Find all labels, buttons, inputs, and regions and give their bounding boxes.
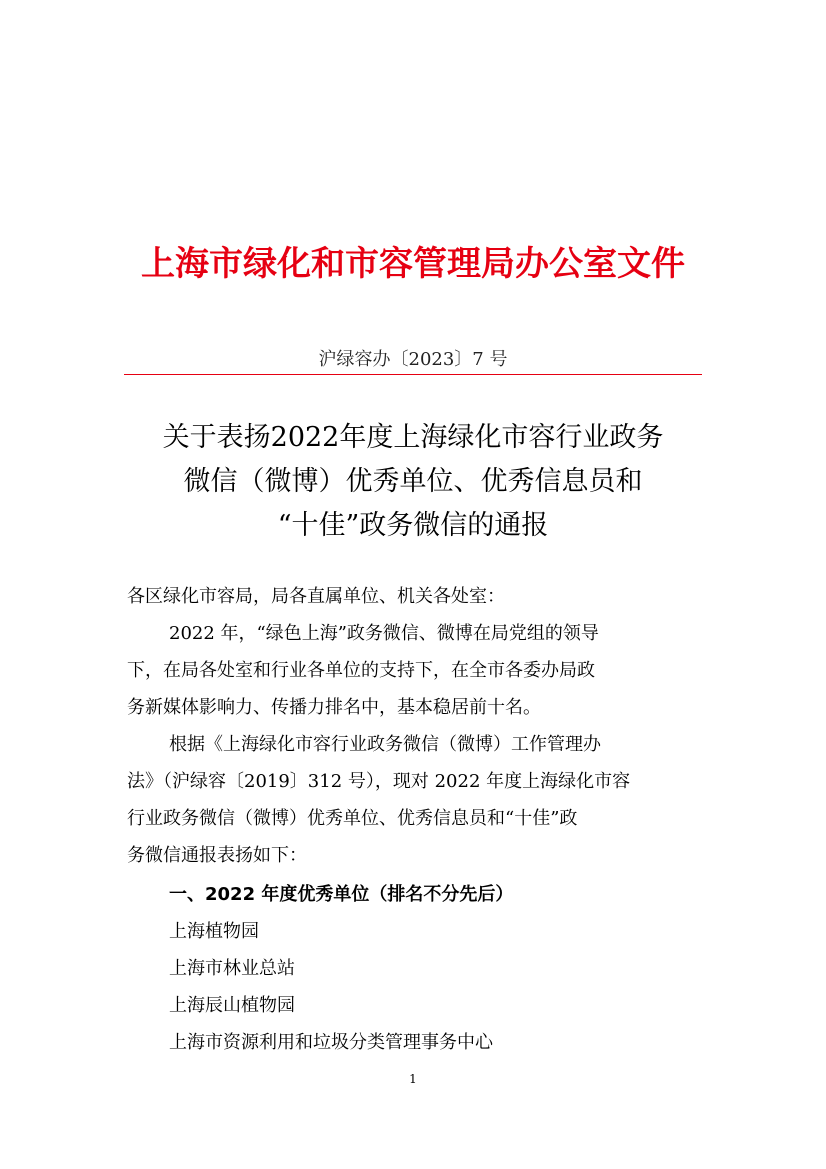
issuing-office-header: 上海市绿化和市容管理局办公室文件 [141, 244, 685, 284]
document-number: 沪绿容办〔2023〕7 号 [318, 349, 508, 370]
paragraph-1-line-2: 下，在局各处室和行业各单位的支持下，在全市各委办局政 [127, 660, 595, 681]
document-body [127, 578, 701, 1061]
page-number: 1 [409, 1072, 417, 1086]
title-line-1: 关于表扬2022年度上海绿化市容行业政务 [162, 422, 664, 453]
paragraph-2-line-4: 务微信通报表扬如下： [127, 845, 307, 866]
unit-list-item: 上海辰山植物园 [169, 995, 295, 1016]
document-title [100, 416, 726, 548]
paragraph-2-line-2: 法》（沪绿容〔2019〕312 号），现对 2022 年度上海绿化市容 [127, 771, 631, 792]
paragraph-1-line-3: 务新媒体影响力、传播力排名中，基本稳居前十名。 [127, 697, 541, 718]
paragraph-2-line-3: 行业政务微信（微博）优秀单位、优秀信息员和“十佳”政 [127, 808, 578, 829]
red-separator-line [124, 374, 702, 375]
unit-list-item: 上海植物园 [169, 921, 259, 942]
title-line-2: 微信（微博）优秀单位、优秀信息员和 [183, 466, 643, 497]
title-line-3: “十佳”政务微信的通报 [277, 510, 549, 541]
paragraph-1-line-1: 2022 年，“绿色上海”政务微信、微博在局党组的领导 [169, 623, 599, 644]
paragraph-2-line-1: 根据《上海绿化市容行业政务微信（微博）工作管理办 [169, 734, 601, 755]
section-heading-outstanding-units: 一、2022 年度优秀单位（排名不分先后） [169, 884, 514, 905]
unit-list-item: 上海市林业总站 [169, 958, 295, 979]
unit-list-item: 上海市资源利用和垃圾分类管理事务中心 [169, 1032, 493, 1053]
salutation: 各区绿化市容局，局各直属单位、机关各处室： [127, 586, 505, 607]
